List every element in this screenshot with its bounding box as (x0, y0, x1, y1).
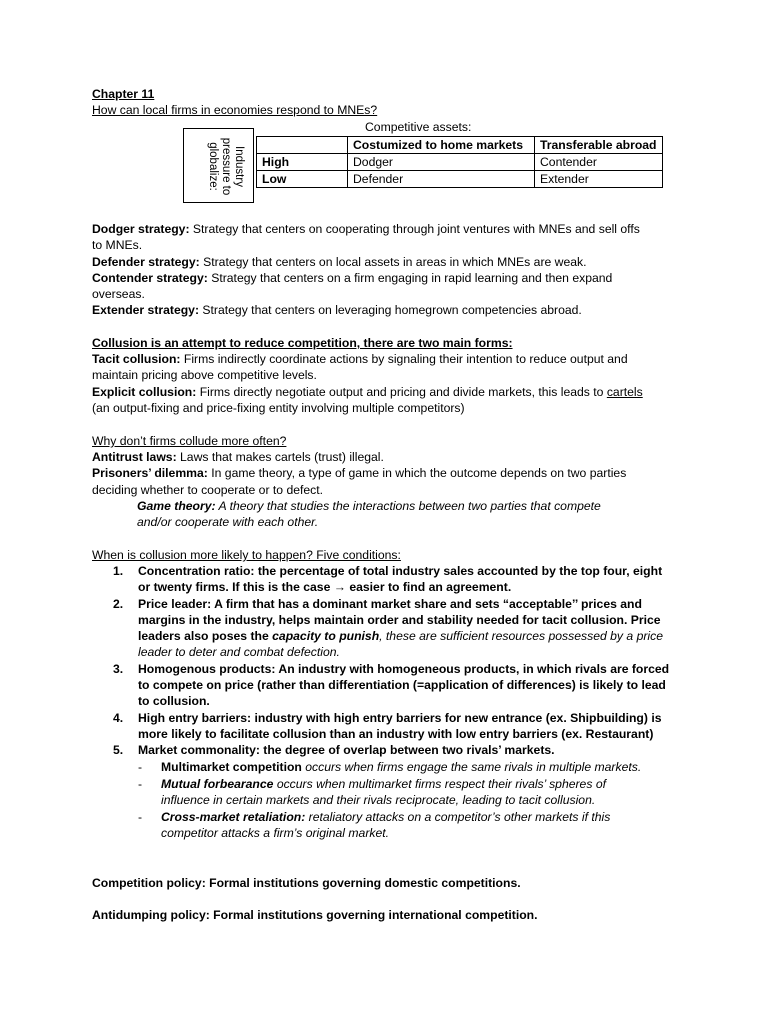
why-heading: Why don’t firms collude more often? (92, 434, 287, 448)
dodger-definition-cont: to MNEs. (92, 238, 143, 252)
term: Extender strategy: (92, 303, 200, 317)
condition-1-cont (138, 579, 738, 595)
definition-text: An industry with homogeneous products, in which rivals are forced (278, 662, 670, 676)
definition-text: the degree of overlap between two rivals’ markets. (263, 743, 555, 757)
term: Concentration ratio: (138, 564, 255, 578)
definition-text: retaliatory attacks on a competitor’s other markets if this (308, 810, 611, 824)
condition-2 (138, 596, 738, 612)
definition-text: leaders also poses the (138, 629, 269, 643)
condition-4-cont: more likely to facilitate collusion than an industry with low entry barriers (ex. Restaurant) (138, 727, 654, 741)
matrix-cell: Extender (535, 171, 663, 188)
term: Market commonality: (138, 743, 260, 757)
term: Contender strategy: (92, 271, 208, 285)
condition-1 (138, 563, 738, 579)
definition-text: or twenty firms. If this is the case (138, 580, 331, 594)
term: Game theory: (137, 499, 216, 513)
matrix-side-label-box (183, 128, 254, 203)
list-number: 2. (113, 597, 124, 611)
strategy-matrix (256, 136, 663, 188)
matrix-header-row (257, 137, 663, 154)
collusion-heading: Collusion is an attempt to reduce competition, there are two main forms: (92, 336, 513, 350)
definition-text: Strategy that centers on a firm engaging in rapid learning and then expand (211, 271, 613, 285)
condition-2-cont: leader to deter and combat defection. (138, 645, 340, 659)
dash-bullet: - (138, 777, 143, 791)
section-question: How can local firms in economies respond to MNEs? (92, 103, 378, 117)
definition-text: occurs when firms engage the same rivals in multiple markets. (305, 760, 642, 774)
prisoners-dilemma (92, 465, 692, 481)
list-number: 5. (113, 743, 124, 757)
contender-definition-cont: overseas. (92, 287, 145, 301)
multimarket-competition (161, 759, 761, 775)
definition-text: Strategy that centers on local assets in areas in which MNEs are weak. (203, 255, 587, 269)
matrix-row-high (257, 154, 663, 171)
condition-2-cont (138, 628, 738, 644)
term: Multimarket competition (161, 760, 302, 774)
term: Explicit collusion: (92, 385, 197, 399)
matrix-cell: Dodger (348, 154, 535, 171)
tacit-collusion-cont: maintain pricing above competitive levels. (92, 368, 317, 382)
matrix-cell: Defender (348, 171, 535, 188)
condition-2-cont: margins in the industry, helps maintain order and stability needed for tacit collusion. Price (138, 613, 661, 627)
antitrust-definition (92, 449, 692, 465)
dash-bullet: - (138, 760, 143, 774)
matrix-row-label: High (257, 154, 348, 171)
mutual-forbearance-cont: influence in certain markets and their rivals reciprocate, leading to tacit collusion. (161, 793, 596, 807)
term: Antitrust laws: (92, 450, 177, 464)
definition-text: A firm that has a dominant market share and sets “acceptable’’ prices and (214, 597, 642, 611)
matrix-row-label: Low (257, 171, 348, 188)
condition-3 (138, 661, 738, 677)
condition-3-cont: to collusion. (138, 694, 210, 708)
cross-market-retaliation-cont: competitor attacks a firm’s original market. (161, 826, 390, 840)
emphasis-term: capacity to punish (272, 629, 380, 643)
prisoners-dilemma-cont: deciding whether to cooperate or to defect. (92, 483, 324, 497)
cross-market-retaliation (161, 809, 761, 825)
term: Mutual forbearance (161, 777, 274, 791)
condition-3-cont: to compete on price (rather than differentiation (=application of differences) is likely to lead (138, 678, 666, 692)
term: Price leader: (138, 597, 212, 611)
term: Prisoners’ dilemma: (92, 466, 208, 480)
conditions-heading: When is collusion more likely to happen? Five conditions: (92, 548, 401, 562)
contender-definition (92, 270, 692, 286)
mutual-forbearance (161, 776, 761, 792)
condition-5 (138, 742, 738, 758)
list-number: 4. (113, 711, 124, 725)
matrix-row-low (257, 171, 663, 188)
term: Dodger strategy: (92, 222, 190, 236)
matrix-caption: Competitive assets: (365, 120, 472, 134)
antidumping-policy: Antidumping policy: Formal institutions governing international competition. (92, 908, 538, 922)
condition-4 (138, 710, 738, 726)
matrix-col-header: Costumized to home markets (348, 137, 535, 154)
definition-text: Laws that makes cartels (trust) illegal. (180, 450, 384, 464)
dash-bullet: - (138, 810, 143, 824)
game-theory-cont: and/or cooperate with each other. (137, 515, 319, 529)
definition-text: In game theory, a type of game in which the outcome depends on two parties (211, 466, 627, 480)
explicit-collusion (92, 384, 692, 400)
definition-text: A theory that studies the interactions between two parties that compete (218, 499, 601, 513)
definition-text: Firms indirectly coordinate actions by signaling their intention to reduce output and (183, 352, 628, 366)
list-number: 3. (113, 662, 124, 676)
dodger-definition (92, 221, 692, 237)
competition-policy: Competition policy: Formal institutions governing domestic competitions. (92, 876, 521, 890)
term: Cross-market retaliation: (161, 810, 306, 824)
definition-text: Strategy that centers on cooperating through joint ventures with MNEs and sell offs (192, 222, 640, 236)
term: Defender strategy: (92, 255, 200, 269)
definition-text: industry with high entry barriers for new entrance (ex. Shipbuilding) is (254, 711, 662, 725)
cartels-term: cartels (606, 385, 643, 399)
definition-text: Strategy that centers on leveraging homegrown competencies abroad. (202, 303, 582, 317)
list-number: 1. (113, 564, 124, 578)
arrow-icon: → (333, 580, 346, 594)
term: Homogenous products: (138, 662, 276, 676)
tacit-collusion (92, 351, 692, 367)
chapter-title: Chapter 11 (92, 87, 155, 101)
definition-text: the percentage of total industry sales accounted by the top four, eight (257, 564, 663, 578)
matrix-cell: Contender (535, 154, 663, 171)
matrix-side-label: Industry pressure to globalize: (207, 137, 245, 196)
matrix-corner-cell (257, 137, 348, 154)
matrix-col-header: Transferable abroad (535, 137, 663, 154)
definition-text: easier to find an agreement. (349, 580, 512, 594)
term: High entry barriers: (138, 711, 252, 725)
term: Tacit collusion: (92, 352, 181, 366)
defender-definition (92, 254, 692, 270)
definition-text: occurs when multimarket firms respect their rivals’ spheres of (276, 777, 606, 791)
explicit-collusion-cont: (an output-fixing and price-fixing entity involving multiple competitors) (92, 401, 465, 415)
definition-text: , these are sufficient resources possessed by a price (379, 629, 663, 643)
game-theory (137, 498, 737, 514)
definition-text: Firms directly negotiate output and pricing and divide markets, this leads to (199, 385, 604, 399)
extender-definition (92, 302, 692, 318)
